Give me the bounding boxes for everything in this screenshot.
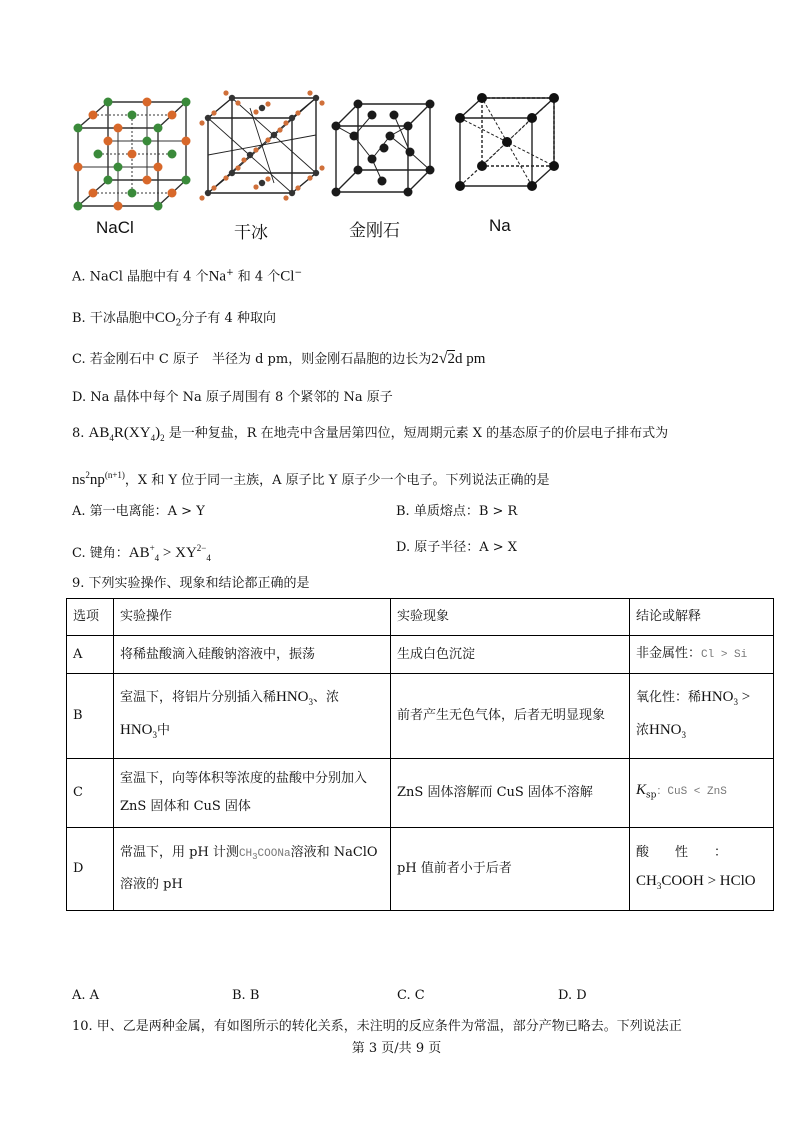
experiment-table: [66, 598, 774, 911]
figure-label-diamond: 金刚石: [349, 221, 400, 240]
figure-label-nacl: NaCl: [96, 218, 134, 237]
table-row-b: B 室温下，将铝片分别插入稀$HNO_3$、浓 $HNO_3$中 前者产生无色气体，后者无明显现象 氧化性：稀$HNO_3$ > 浓$HNO_3$: [67, 674, 774, 759]
q8-option-b: B. 单质熔点：B > R: [396, 504, 518, 519]
q10-stem: 10. 甲、乙是两种金属，有如图所示的转化关系，未注明的反应条件为常温，部分产物已略去。下列说法正: [72, 1019, 682, 1034]
table-row-a: A 将稀盐酸滴入硅酸钠溶液中，振荡 生成白色沉淀 非金属性：Cl > Si: [67, 636, 774, 674]
electron-config: $ns^2np^{(n+1)}$: [72, 470, 125, 488]
q7-option-d: D. Na 晶体中每个 Na 原子周围有 8 个紧邻的 Na 原子: [72, 390, 393, 405]
q9-answer-b: B. B: [232, 988, 260, 1003]
q8-stem-line2: $ns^2np^{(n+1)}$，X 和 Y 位于同一主族，A 原子比 Y 原子少一个电子。下列说法正确的是: [72, 470, 550, 488]
q8-stem-line1: 8. $AB_4R(XY_4)_2$ 是一种复盐，R 在地壳中含量居第四位，短周期元素 X 的基态原子的价层电子排布式为: [72, 425, 669, 443]
q9-stem: 9. 下列实验操作、现象和结论都正确的是: [72, 576, 310, 591]
q9-answer-c: C. C: [397, 988, 425, 1003]
q7-option-b: B. 干冰晶胞中$CO_2$分子有 4 种取向: [72, 310, 276, 329]
q7-option-c: C. 若金刚石中 C 原子 半径为 d pm，则金刚石晶胞的边长为2√2d pm: [72, 350, 486, 367]
header-option: 选项: [67, 599, 114, 636]
header-operation: 实验操作: [114, 599, 391, 636]
q8-option-d: D. 原子半径：A > X: [396, 540, 518, 555]
q9-answer-a: A. A: [72, 988, 100, 1003]
q8-formula: $AB_4R(XY_4)_2$: [88, 425, 165, 443]
table-row-c: C 室温下，向等体积等浓度的盐酸中分别加入 ZnS 固体和 CuS 固体 ZnS 固体溶解而 CuS 固体不溶解 $K_{sp}$：CuS < ZnS: [67, 759, 774, 828]
figure-label-na: Na: [489, 216, 511, 235]
header-phenomenon: 实验现象: [391, 599, 630, 636]
nacl-atoms: [74, 98, 191, 211]
q7-option-a: A. NaCl 晶胞中有 4 个Na+ 和 4 个Cl−: [72, 268, 303, 285]
q8-option-a: A. 第一电离能：A > Y: [72, 504, 205, 519]
q8-option-c: C. 键角：$AB^+_4 > XY^{2-}_4$: [72, 543, 211, 563]
figure-label-dry-ice: 干冰: [234, 223, 268, 242]
q9-answer-d: D. D: [558, 988, 587, 1003]
table-header-row: [67, 599, 774, 636]
header-conclusion: 结论或解释: [630, 599, 774, 636]
page-footer: 第 3 页/共 9 页: [351, 1041, 442, 1056]
crystal-figures: [68, 88, 588, 218]
table-row-d: D 常温下，用 pH 计测$CH_3COONa$溶液和 NaClO 溶液的 pH pH 值前者小于后者 酸 性 ： $CH_3COOH$ > HClO: [67, 828, 774, 911]
edge-length-formula: 2√2d pm: [431, 350, 486, 367]
